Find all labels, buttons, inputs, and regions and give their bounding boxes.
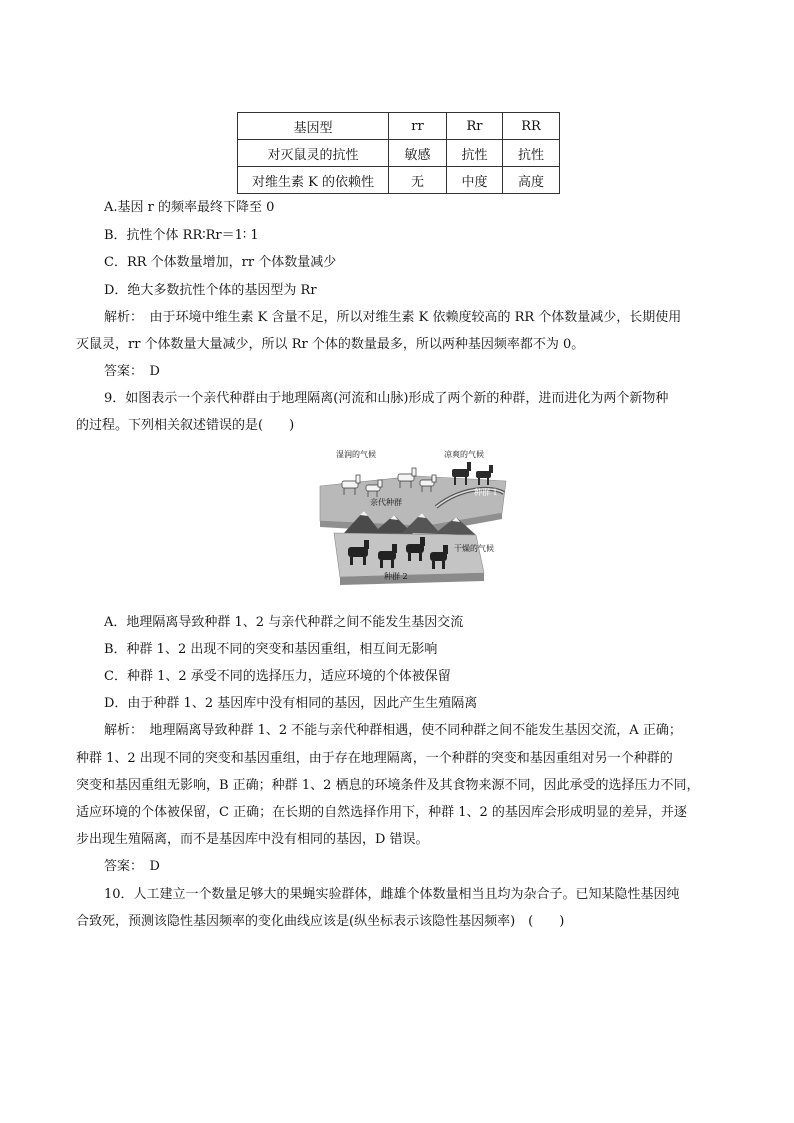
table-cell: 对灭鼠灵的抗性 bbox=[238, 140, 389, 167]
table-cell: 中度 bbox=[447, 167, 503, 194]
q9-option-d: D．由于种群 1、2 基因库中没有相同的基因，因此产生生殖隔离 bbox=[104, 696, 478, 711]
q10-stem-line: 合致死，预测该隐性基因频率的变化曲线应该是(纵坐标表示该隐性基因频率) ( ) bbox=[76, 914, 565, 929]
table-header-cell: rr bbox=[389, 113, 447, 140]
q10-stem-line: 10．人工建立一个数量足够大的果蝇实验群体，雌雄个体数量相当且均为杂合子。已知某隐性基因纯 bbox=[104, 887, 680, 902]
q9-analysis-line: 突变和基因重组无影响，B 正确；种群 1、2 栖息的环境条件及其食物来源不同，因此承受的选择压力不同， bbox=[76, 778, 700, 793]
q9-option-a: A．地理隔离导致种群 1、2 与亲代种群之间不能发生基因交流 bbox=[104, 615, 464, 630]
q9-option-c: C．种群 1、2 承受不同的选择压力，适应环境的个体被保留 bbox=[104, 669, 451, 684]
table-cell: 无 bbox=[389, 167, 447, 194]
q8-option-d: D．绝大多数抗性个体的基因型为 Rr bbox=[104, 283, 317, 298]
label-population-1: 种群 1 bbox=[474, 488, 498, 497]
table-header-cell: 基因型 bbox=[238, 113, 389, 140]
q9-analysis-line: 适应环境的个体被保留，C 正确；在长期的自然选择作用下，种群 1、2 的基因库会形成明显的差异，并逐 bbox=[76, 805, 687, 820]
table-header-cell: Rr bbox=[447, 113, 503, 140]
label-population-2: 种群 2 bbox=[384, 572, 408, 581]
q8-option-b: B．抗性个体 RR∶Rr＝1∶ 1 bbox=[104, 228, 259, 243]
q9-analysis-line: 步出现生殖隔离，而不是基因库中没有相同的基因，D 错误。 bbox=[76, 832, 429, 847]
table-cell: 高度 bbox=[503, 167, 560, 194]
q9-analysis-line: 解析： 地理隔离导致种群 1、2 不能与亲代种群相遇，使不同种群之间不能发生基因交流，A 正确； bbox=[104, 723, 682, 738]
q9-stem-line: 9．如图表示一个亲代种群由于地理隔离(河流和山脉)形成了两个新的种群，进而进化为两个新物种 bbox=[104, 391, 669, 406]
table-cell: 抗性 bbox=[447, 140, 503, 167]
q8-answer: 答案： D bbox=[104, 364, 160, 379]
table-row bbox=[238, 140, 560, 167]
q9-stem-line: 的过程。下列相关叙述错误的是( ) bbox=[76, 418, 295, 433]
q9-option-b: B．种群 1、2 出现不同的突变和基因重组，相互间无影响 bbox=[104, 642, 438, 657]
table-row bbox=[238, 167, 560, 194]
q8-option-a: A.基因 r 的频率最终下降至 0 bbox=[104, 200, 275, 215]
table-cell: 对维生素 K 的依赖性 bbox=[238, 167, 389, 194]
table-cell: 敏感 bbox=[389, 140, 447, 167]
label-wet-climate: 湿润的气候 bbox=[336, 450, 376, 459]
q8-analysis-line: 灭鼠灵，rr 个体数量大量减少，所以 Rr 个体的数量最多，所以两种基因频率都不为 0。 bbox=[76, 337, 585, 352]
table-cell: 抗性 bbox=[503, 140, 560, 167]
q8-option-c: C．RR 个体数量增加，rr 个体数量减少 bbox=[104, 255, 337, 270]
table-header-row bbox=[238, 113, 560, 140]
geographic-isolation-figure bbox=[306, 441, 508, 596]
q9-answer: 答案： D bbox=[104, 859, 160, 874]
label-cool-climate: 凉爽的气候 bbox=[444, 450, 484, 459]
genotype-table bbox=[237, 112, 560, 194]
label-parent-population: 亲代种群 bbox=[370, 498, 402, 507]
q9-analysis-line: 种群 1、2 出现不同的突变和基因重组，由于存在地理隔离，一个种群的突变和基因重组对另一个种群的 bbox=[76, 751, 673, 766]
label-dry-climate: 干燥的气候 bbox=[454, 544, 494, 553]
q8-analysis-line: 解析： 由于环境中维生素 K 含量不足，所以对维生素 K 依赖度较高的 RR 个体数量减少，长期使用 bbox=[104, 310, 682, 325]
table-header-cell: RR bbox=[503, 113, 560, 140]
